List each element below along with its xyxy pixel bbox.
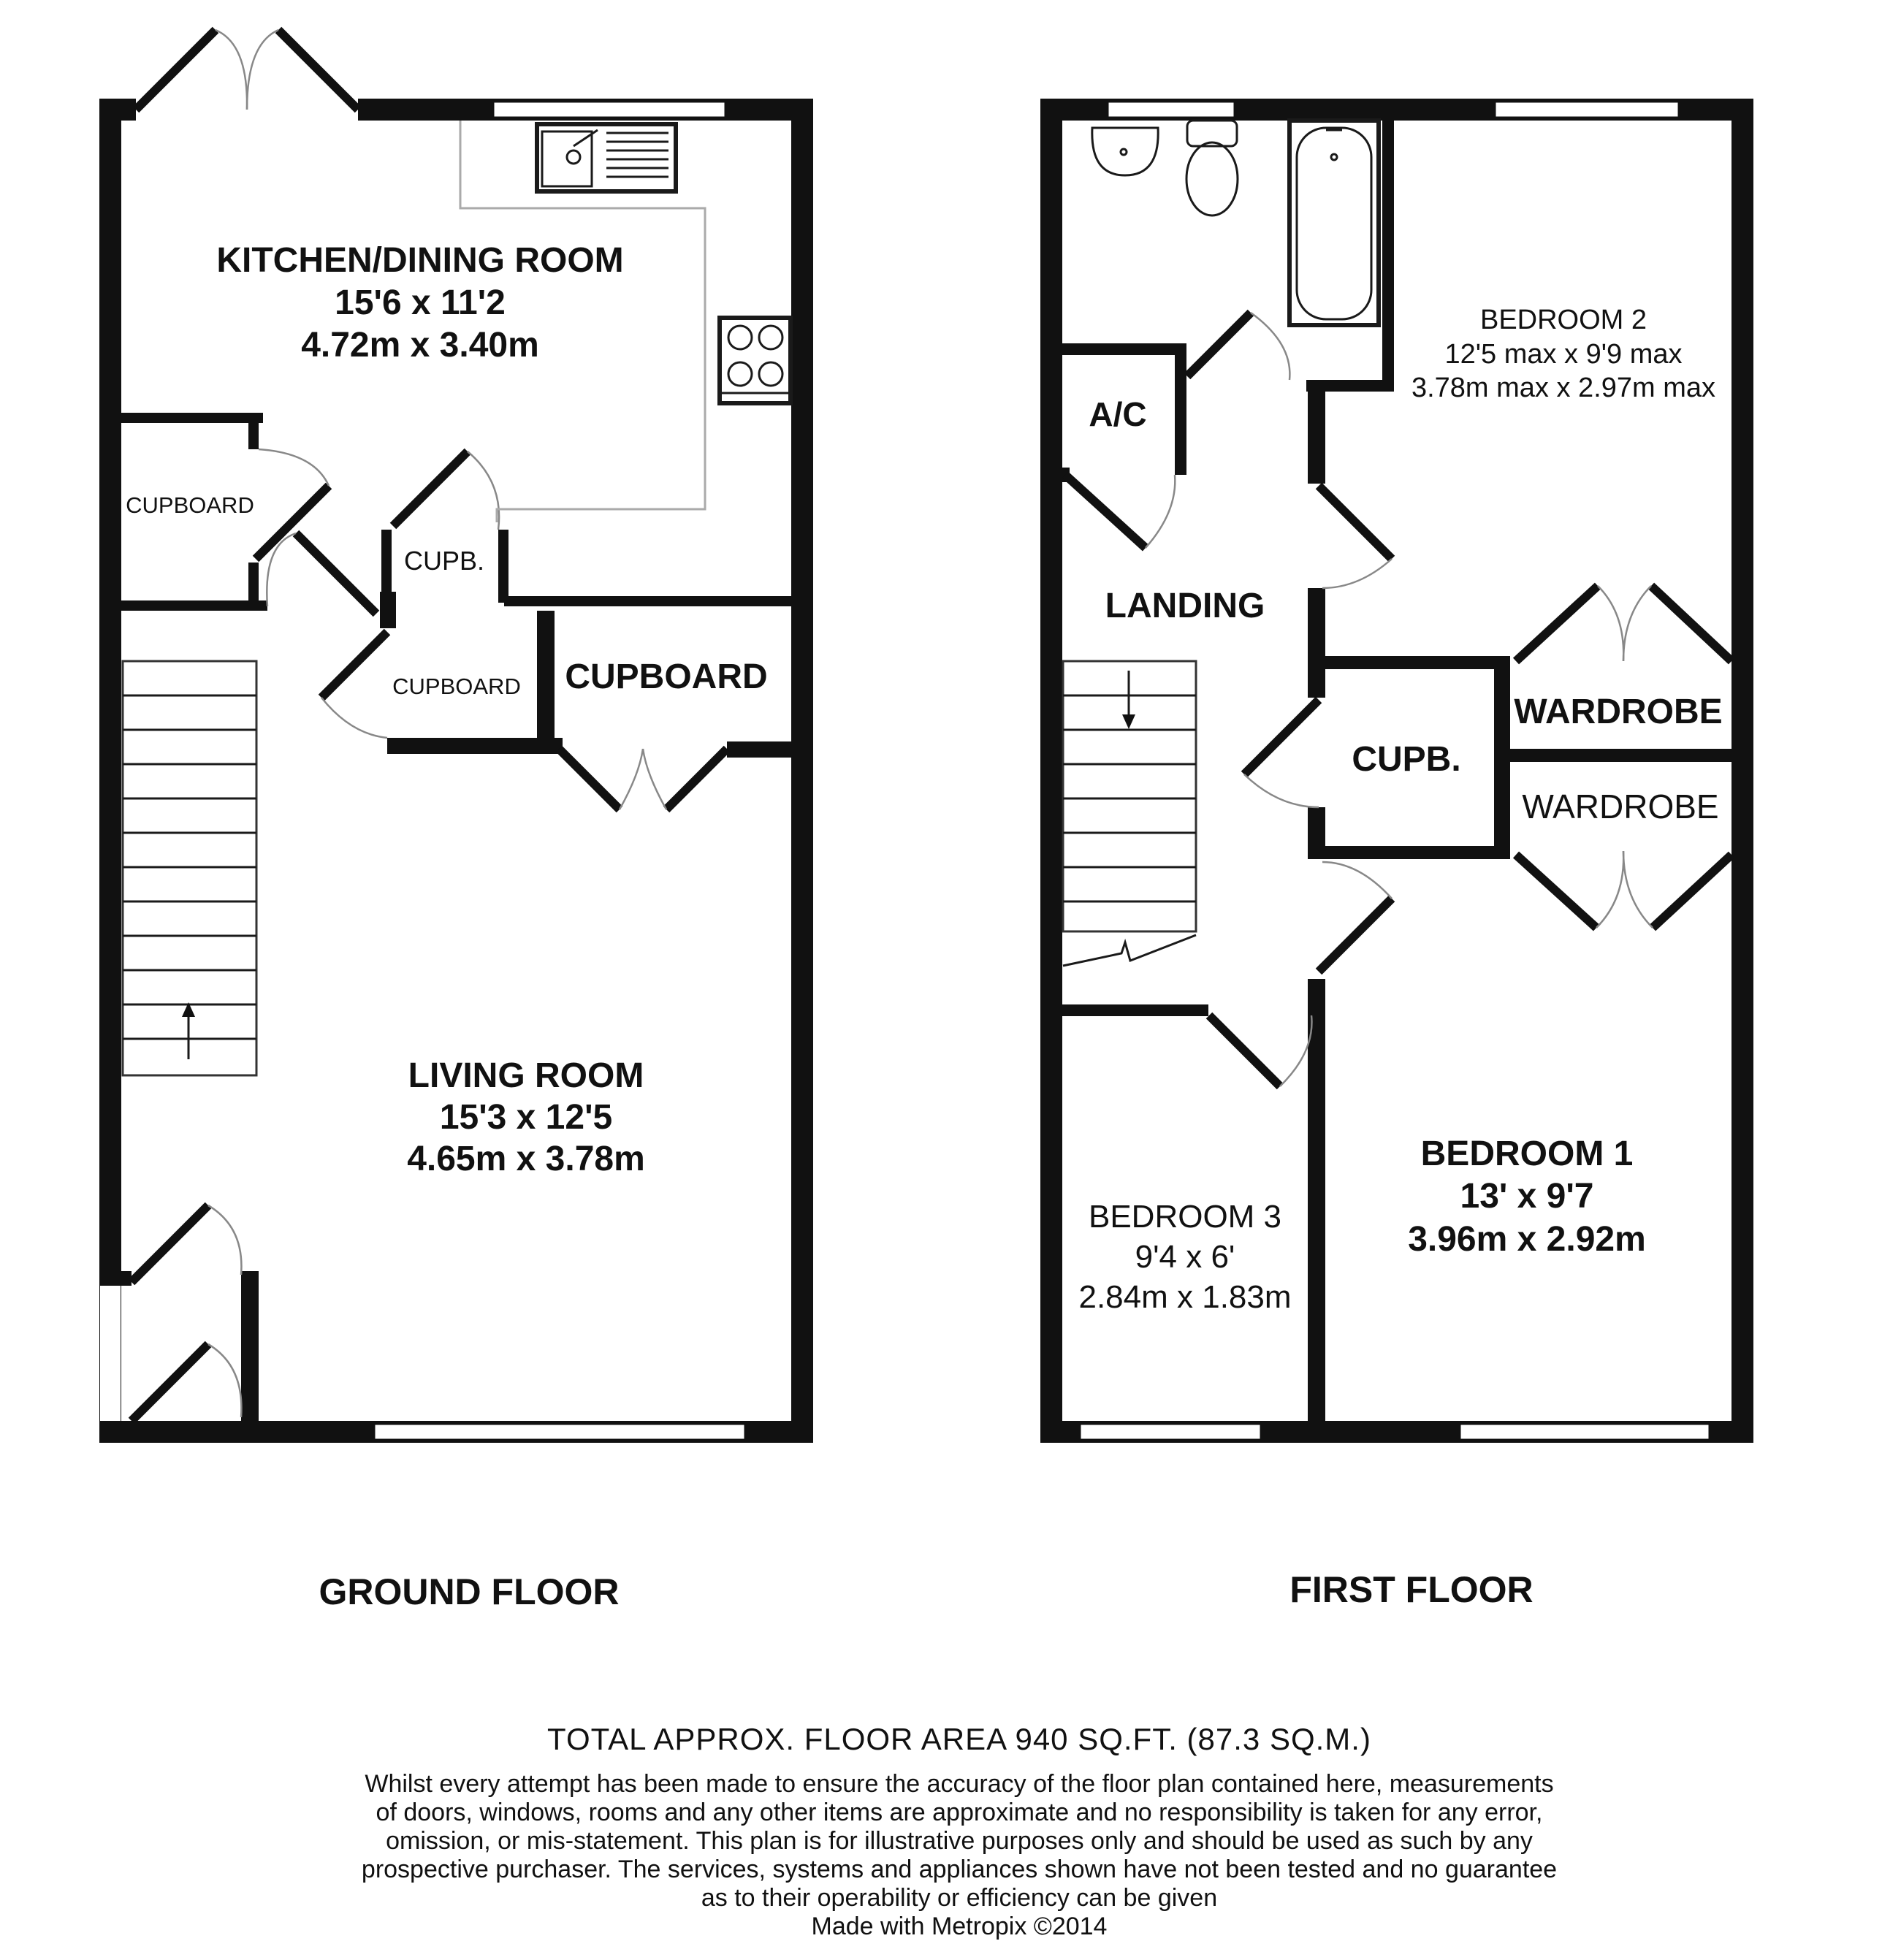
bedroom3-imperial: 9'4 x 6' xyxy=(1135,1239,1235,1275)
ground-floor-title: GROUND FLOOR xyxy=(319,1571,620,1612)
cupboard-small-label: CUPBOARD xyxy=(392,674,521,699)
disclaimer-line: prospective purchaser. The services, systems and appliances shown have not been tested and no guarantee xyxy=(361,1856,1558,1883)
cupboard-left-label: CUPBOARD xyxy=(126,492,254,518)
living-name: LIVING ROOM xyxy=(408,1056,644,1095)
metropix-credit: Made with Metropix ©2014 xyxy=(811,1913,1108,1940)
bedroom2-name: BEDROOM 2 xyxy=(1479,305,1647,335)
disclaimer xyxy=(362,1770,1557,1941)
total-floor-area: TOTAL APPROX. FLOOR AREA 940 SQ.FT. (87.3 SQ.M.) xyxy=(547,1722,1371,1756)
ac-label: A/C xyxy=(1089,395,1147,433)
room-labels xyxy=(126,241,1723,1315)
bedroom2-metric: 3.78m max x 2.97m max xyxy=(1411,373,1716,403)
bedroom1-name: BEDROOM 1 xyxy=(1420,1135,1634,1173)
disclaimer-line: as to their operability or efficiency can be given xyxy=(701,1884,1218,1912)
wardrobe-bottom-label: WARDROBE xyxy=(1522,788,1719,825)
kitchen-metric: 4.72m x 3.40m xyxy=(301,326,539,365)
cupb-first-label: CUPB. xyxy=(1352,740,1461,779)
living-imperial: 15'3 x 12'5 xyxy=(439,1098,613,1137)
cupb-kitchen-label: CUPB. xyxy=(403,546,485,576)
bedroom3-name: BEDROOM 3 xyxy=(1088,1199,1282,1235)
bedroom1-imperial: 13' x 9'7 xyxy=(1460,1177,1594,1216)
kitchen-name: KITCHEN/DINING ROOM xyxy=(216,241,624,280)
cupboard-large-label: CUPBOARD xyxy=(565,657,768,696)
kitchen-imperial: 15'6 x 11'2 xyxy=(335,283,506,322)
bedroom2-imperial: 12'5 max x 9'9 max xyxy=(1444,339,1683,370)
first-stairs xyxy=(1063,661,1196,966)
disclaimer-line: omission, or mis-statement. This plan is for illustrative purposes only and should be used as such by any xyxy=(386,1827,1533,1855)
disclaimer-line: Whilst every attempt has been made to ensure the accuracy of the floor plan contained here, measurements xyxy=(365,1770,1554,1798)
ground-stairs xyxy=(123,661,256,1075)
bedroom1-metric: 3.96m x 2.92m xyxy=(1408,1220,1646,1259)
disclaimer-line: of doors, windows, rooms and any other items are approximate and no responsibility is taken for any error, xyxy=(376,1799,1543,1826)
wardrobe-top-label: WARDROBE xyxy=(1514,693,1723,731)
living-metric: 4.65m x 3.78m xyxy=(407,1140,645,1178)
landing-label: LANDING xyxy=(1105,587,1265,625)
bedroom3-metric: 2.84m x 1.83m xyxy=(1078,1279,1292,1315)
first-floor-title: FIRST FLOOR xyxy=(1289,1569,1534,1610)
